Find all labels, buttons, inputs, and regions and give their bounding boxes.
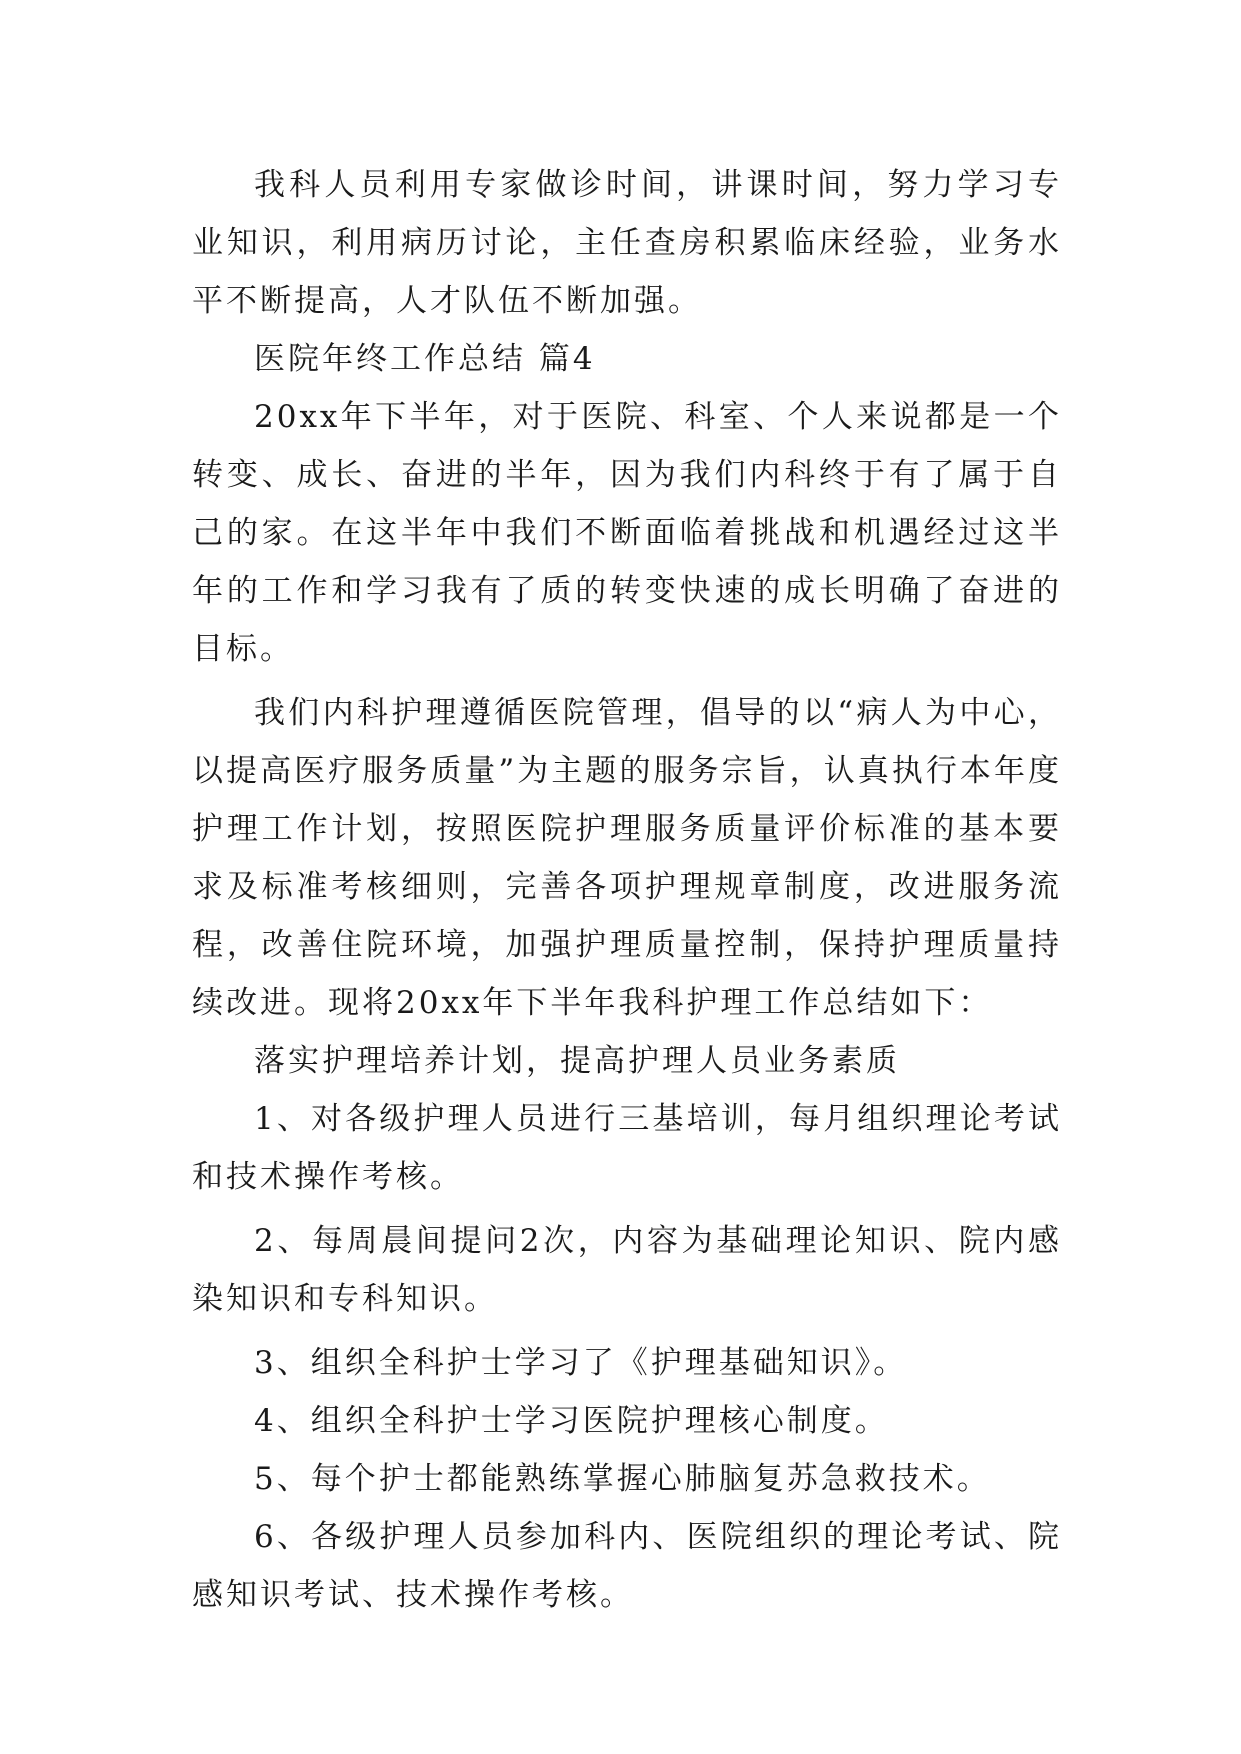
list-item-2: 2、每周晨间提问2次，内容为基础理论知识、院内感染知识和专科知识。 <box>192 1223 1062 1317</box>
document-body <box>192 156 1062 1624</box>
list-item-4: 4、组织全科护士学习医院护理核心制度。 <box>254 1403 889 1439</box>
list-item-1: 1、对各级护理人员进行三基培训，每月组织理论考试和技术操作考核。 <box>192 1101 1062 1195</box>
subheading-training-plan: 落实护理培养计划，提高护理人员业务素质 <box>254 1043 900 1079</box>
section-heading-part-4: 医院年终工作总结 篇4 <box>254 341 596 377</box>
paragraph-second-half-year: 20xx年下半年，对于医院、科室、个人来说都是一个转变、成长、奋进的半年，因为我们内科终于有了属于自己的家。在这半年中我们不断面临着挑战和机遇经过这半年的工作和学习我有了质的转变快速的成长明确了奋进的目标。 <box>192 399 1062 667</box>
list-item-3: 3、组织全科护士学习了《护理基础知识》。 <box>254 1345 908 1381</box>
list-item-5: 5、每个护士都能熟练掌握心肺脑复苏急救技术。 <box>254 1461 991 1497</box>
paragraph-nursing-principles: 我们内科护理遵循医院管理，倡导的以“病人为中心，以提高医疗服务质量”为主题的服务宗旨，认真执行本年度护理工作计划，按照医院护理服务质量评价标准的基本要求及标准考核细则，完善各项护理规章制度，改进服务流程，改善住院环境，加强护理质量控制，保持护理质量持续改进。现将20xx年下半年我科护理工作总结如下： <box>192 695 1062 1021</box>
list-item-6: 6、各级护理人员参加科内、医院组织的理论考试、院感知识考试、技术操作考核。 <box>192 1519 1062 1613</box>
paragraph-study-expertise: 我科人员利用专家做诊时间，讲课时间，努力学习专业知识，利用病历讨论，主任查房积累临床经验，业务水平不断提高，人才队伍不断加强。 <box>192 167 1062 319</box>
